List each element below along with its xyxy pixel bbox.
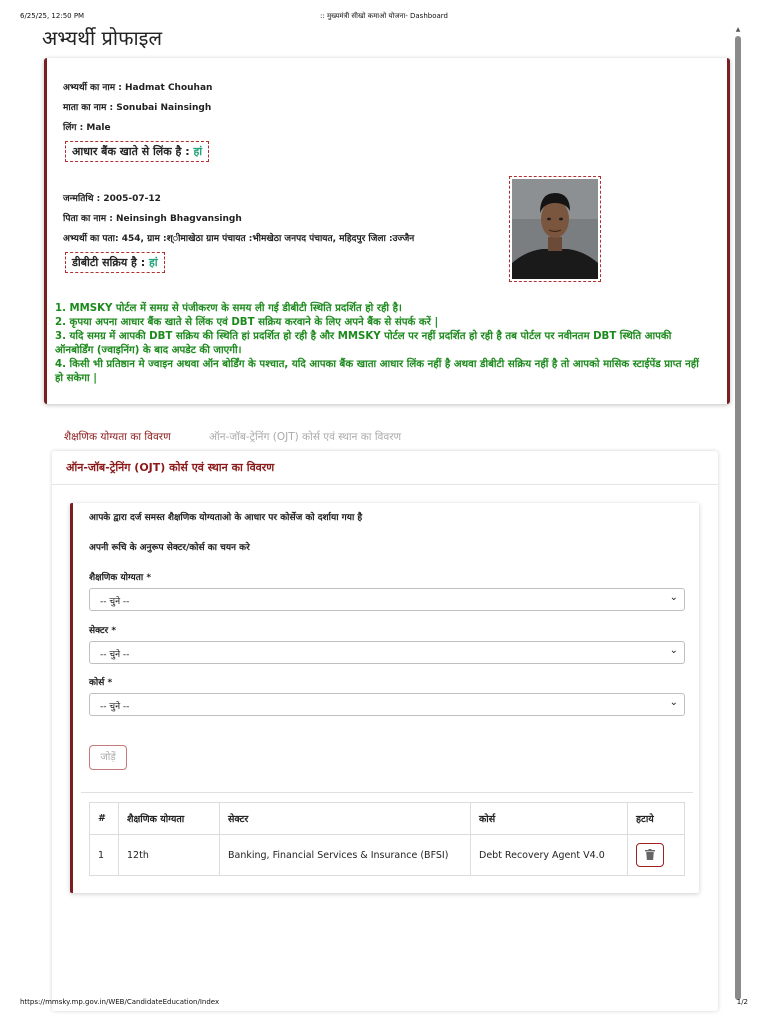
course-info-text: आपके द्वारा दर्ज समस्त शैक्षणिक योग्यताओ के आधार पर कोर्सेज को दर्शाया गया है: [89, 513, 363, 523]
cell-education: 12th: [119, 835, 220, 876]
date-of-birth: जन्मतिथि : 2005-07-12: [63, 194, 161, 204]
trash-icon: [645, 849, 655, 860]
print-page-title: :: मुख्यमंत्री सीखो कमाओ योजना- Dashboard: [320, 12, 448, 20]
selected-courses-table: [89, 802, 685, 876]
gender: लिंग : Male: [63, 123, 111, 133]
education-select-value: -- चुने --: [100, 597, 130, 607]
column-header-education: शैक्षणिक योग्यता: [119, 803, 220, 835]
print-url: https://mmsky.mp.gov.in/WEB/CandidateEducation/Index: [20, 998, 220, 1006]
scrollbar-thumb[interactable]: [735, 36, 741, 1000]
note-item: 3. यदि समग्र में आपकी DBT सक्रिय की स्थिति हां प्रदर्शित हो रही है और MMSKY पोर्टल पर नहीं प्रदर्शित हो रही है तब पोर्टल पर नवीनतम DBT स्थिति आपकी ऑनबोर्डिंग (ज्वाइनिंग) के बाद अपडेट की जाएगी।: [55, 331, 672, 356]
chevron-down-icon: ⌄: [669, 592, 678, 603]
chevron-down-icon: ⌄: [669, 697, 678, 708]
add-button[interactable]: जोड़ें: [89, 745, 127, 770]
education-label: शैक्षणिक योग्यता *: [89, 573, 152, 583]
profile-card: [44, 58, 730, 404]
dbt-status: [65, 252, 165, 273]
mother-name: माता का नाम : Sonubai Nainsingh: [63, 103, 212, 113]
print-datetime: 6/25/25, 12:50 PM: [20, 12, 85, 20]
note-item: 2. कृपया अपना आधार बैंक खाते से लिंक एवं DBT सक्रिय करवाने के लिए अपने बैंक से संपर्क करें |: [55, 317, 439, 328]
candidate-photo: [509, 176, 601, 282]
aadhaar-link-label: आधार बैंक खाते से लिंक है :: [72, 145, 194, 158]
candidate-address: अभ्यर्थी का पता: 454, ग्राम :श्ीमाखेठा ग्राम पंचायत :भीमखेठा जनपद पंचायत, महिदपुर जिला :उज्जैन: [63, 234, 415, 244]
chevron-down-icon: ⌄: [669, 645, 678, 656]
education-select[interactable]: [89, 588, 685, 611]
note-item: 4. किसी भी प्रतिष्ठान मे ज्वाइन अथवा ऑन बोर्डिंग के पश्चात, यदि आपका बैंक खाता आधार लिंक नहीं है अथवा डीबीटी सक्रिय नहीं है तो आपको मासिक स्टाईपेंड प्राप्त नहीं हो सकेगा |: [55, 359, 699, 384]
ojt-panel: [52, 451, 718, 1011]
cell-course: Debt Recovery Agent V4.0: [471, 835, 628, 876]
print-footer: [20, 998, 748, 1010]
column-header-sector: सेक्टर: [220, 803, 471, 835]
divider: [81, 792, 693, 793]
print-header: [20, 12, 748, 24]
cell-sector: Banking, Financial Services & Insurance (BFSI): [220, 835, 471, 876]
tab-education[interactable]: शैक्षणिक योग्यता का विवरण: [64, 431, 171, 443]
course-select[interactable]: [89, 693, 685, 716]
course-selection-card: [70, 503, 699, 893]
divider: [52, 484, 718, 485]
note-item: 1. MMSKY पोर्टल में समग्र से पंजीकरण के समय ली गई डीबीटी स्थिति प्रदर्शित हो रही है।: [55, 303, 402, 314]
course-label: कोर्स *: [89, 678, 113, 688]
dbt-notes: [55, 302, 710, 386]
scrollbar[interactable]: [734, 26, 742, 1002]
table-header-row: [90, 803, 685, 835]
sector-select-value: -- चुने --: [100, 650, 130, 660]
course-instruction-text: अपनी रूचि के अनुरूप सेक्टर/कोर्स का चयन करे: [89, 543, 250, 553]
page-title: अभ्यर्थी प्रोफाइल: [42, 26, 163, 50]
father-name: पिता का नाम : Neinsingh Bhagvansingh: [63, 214, 242, 224]
ojt-heading: ऑन-जॉब-ट्रेनिंग (OJT) कोर्स एवं स्थान का विवरण: [66, 461, 275, 474]
dbt-label: डीबीटी सक्रिय है :: [72, 256, 149, 269]
column-header-number: #: [90, 803, 119, 835]
cell-number: 1: [90, 835, 119, 876]
course-select-value: -- चुने --: [100, 702, 130, 712]
arrow-up-icon[interactable]: ▲: [735, 26, 741, 33]
sector-select[interactable]: [89, 641, 685, 664]
candidate-name: अभ्यर्थी का नाम : Hadmat Chouhan: [63, 83, 213, 93]
candidate-photo-image: [512, 179, 598, 279]
dbt-value: हां: [148, 256, 158, 269]
sector-label: सेक्टर *: [89, 626, 117, 636]
tab-ojt[interactable]: ऑन-जॉब-ट्रेनिंग (OJT) कोर्स एवं स्थान का विवरण: [209, 431, 402, 443]
cell-remove: [628, 835, 685, 876]
column-header-course: कोर्स: [471, 803, 628, 835]
delete-button[interactable]: [636, 843, 664, 867]
column-header-remove: हटाये: [628, 803, 685, 835]
aadhaar-link-value: हां: [193, 145, 203, 158]
table-row: [90, 835, 685, 876]
print-page-number: 1/2: [736, 998, 748, 1006]
aadhaar-link-status: [65, 141, 209, 162]
